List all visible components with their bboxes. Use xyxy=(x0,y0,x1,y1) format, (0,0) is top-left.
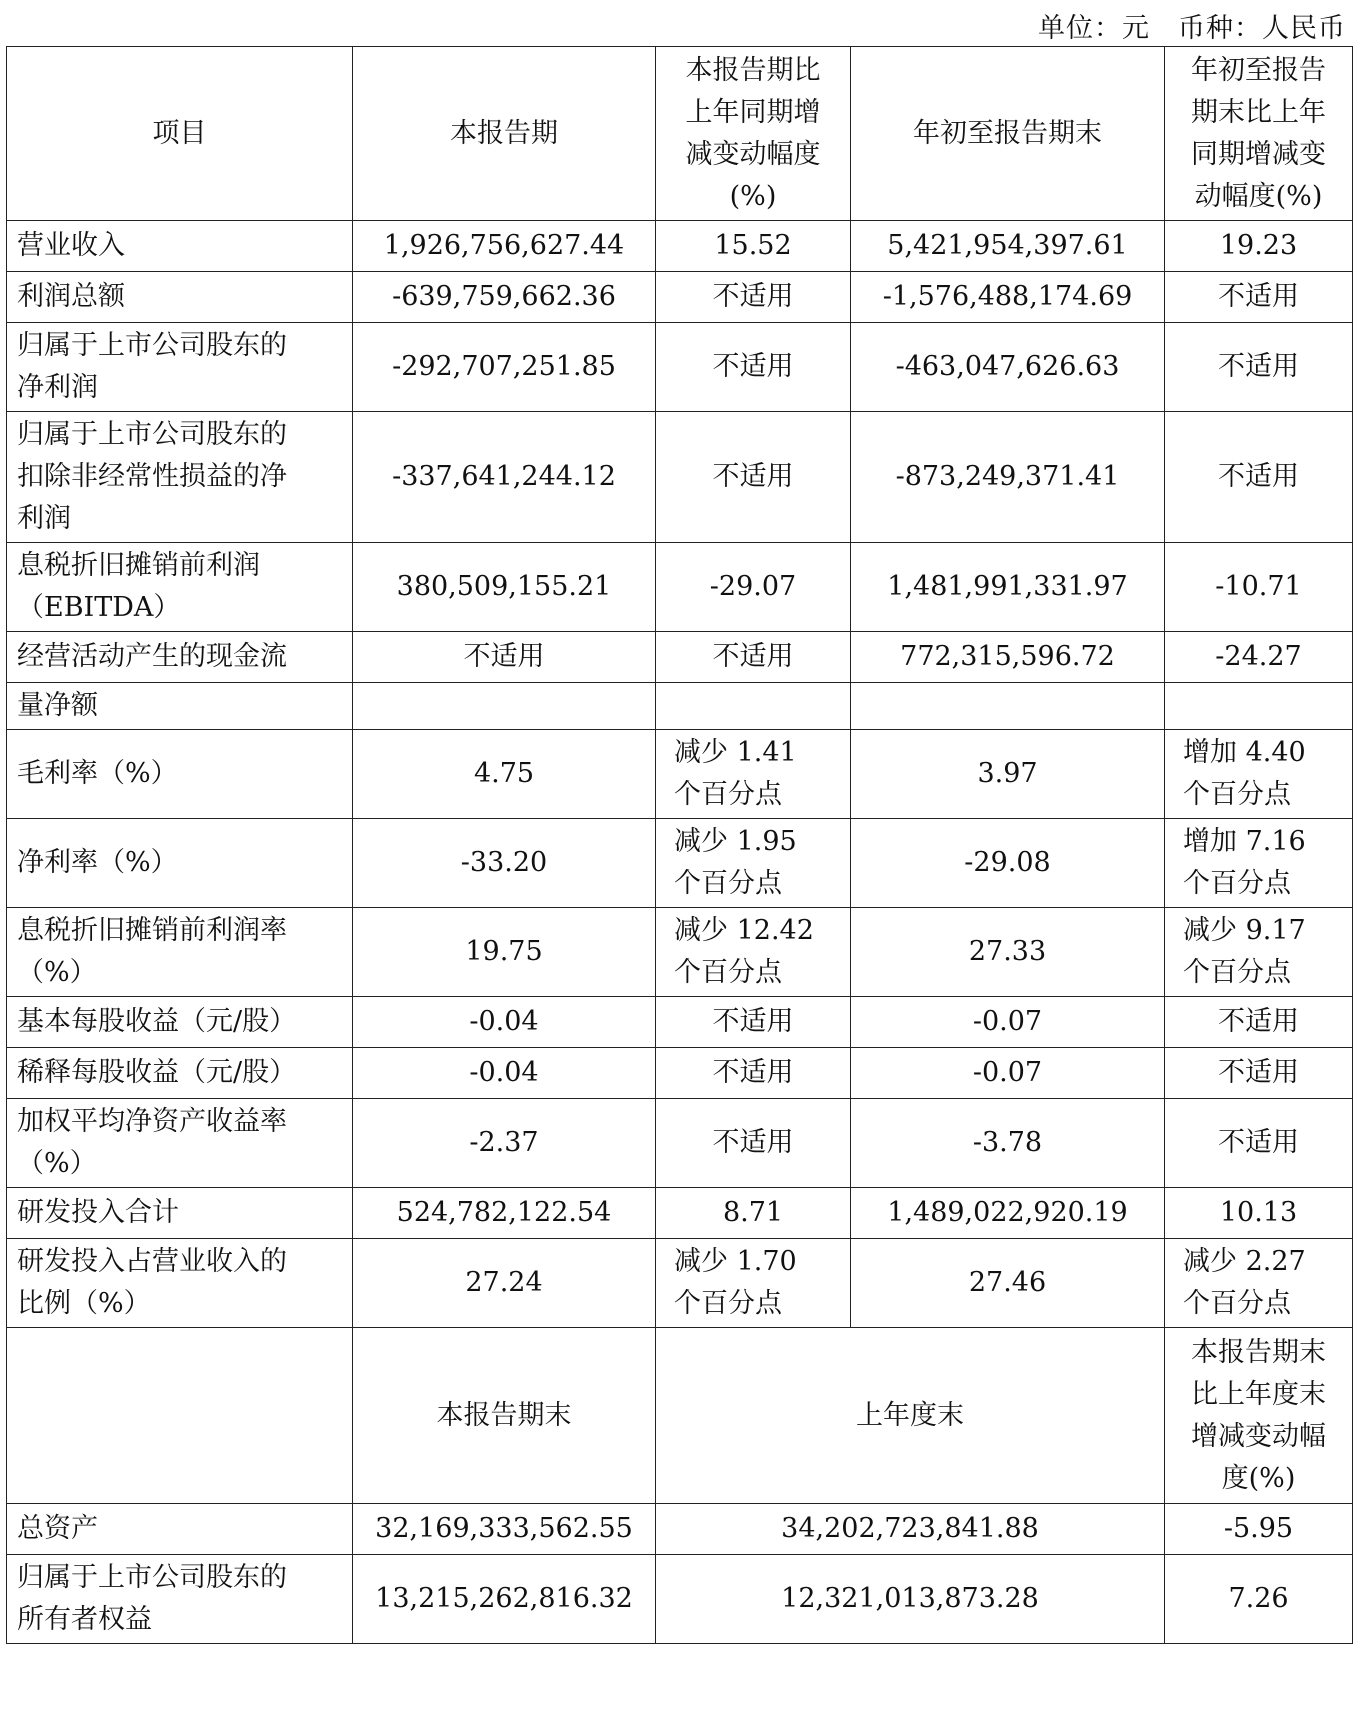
header-row xyxy=(7,47,1353,221)
header-ytd: 年初至报告期末 xyxy=(851,47,1165,221)
row-label xyxy=(7,412,353,543)
cell-line: 个百分点 xyxy=(674,957,782,988)
cell-line: 不适用 xyxy=(1218,1057,1299,1088)
table-row xyxy=(7,543,1353,632)
cell-line: 19.23 xyxy=(1219,230,1298,261)
cell-line: 经营活动产生的现金流 xyxy=(17,641,287,672)
cell-line: 不适用 xyxy=(712,1006,794,1037)
cell-line: （%） xyxy=(17,1148,97,1179)
row-label xyxy=(7,543,353,632)
cell-line: 息税折旧摊销前利润率 xyxy=(17,915,287,946)
table-row xyxy=(7,272,1353,323)
period-end-value: 32,169,333,562.55 xyxy=(353,1504,656,1555)
current-change-value xyxy=(656,1188,851,1239)
cell-line: 稀释每股收益（元/股） xyxy=(17,1057,297,1088)
ytd-change-value xyxy=(1165,272,1353,323)
table-row xyxy=(7,1239,1353,1328)
cell-line: 增减变动幅 xyxy=(1191,1420,1326,1452)
table-row xyxy=(7,1099,1353,1188)
table-row xyxy=(7,221,1353,272)
cell-line: 减少 1.95 xyxy=(674,826,797,857)
ytd-value: 27.46 xyxy=(851,1239,1165,1328)
current-change-value xyxy=(656,1239,851,1328)
table-row xyxy=(7,632,1353,683)
cell-line: 15.52 xyxy=(714,230,792,261)
ytd-value: 5,421,954,397.61 xyxy=(851,221,1165,272)
current-change-value xyxy=(656,730,851,819)
current-period-value: -639,759,662.36 xyxy=(353,272,656,323)
ytd-value: -0.07 xyxy=(851,1048,1165,1099)
ytd-value: -3.78 xyxy=(851,1099,1165,1188)
cell-line: 利润 xyxy=(17,503,71,534)
cell-line: 个百分点 xyxy=(1183,868,1291,899)
row-label xyxy=(7,1555,353,1644)
ytd-value: 3.97 xyxy=(851,730,1165,819)
current-period-value: 380,509,155.21 xyxy=(353,543,656,632)
row-label xyxy=(7,683,353,730)
balance-change-value: 7.26 xyxy=(1165,1555,1353,1644)
cell-line: 息税折旧摊销前利润 xyxy=(17,550,260,581)
cell-line: 个百分点 xyxy=(674,868,782,899)
table-row xyxy=(7,323,1353,412)
current-period-value xyxy=(353,683,656,730)
cell-line: 利润总额 xyxy=(17,281,125,312)
cell-line: 减少 9.17 xyxy=(1183,915,1306,946)
prior-year-end-value: 34,202,723,841.88 xyxy=(656,1504,1165,1555)
ytd-value: -463,047,626.63 xyxy=(851,323,1165,412)
balance-change-value: -5.95 xyxy=(1165,1504,1353,1555)
ytd-change-value xyxy=(1165,683,1353,730)
cell-line: -10.71 xyxy=(1215,571,1302,602)
table-row xyxy=(7,683,1353,730)
table-body xyxy=(7,47,1353,1644)
cell-line: 不适用 xyxy=(1218,1006,1299,1037)
current-period-value: -0.04 xyxy=(353,1048,656,1099)
cell-line: 个百分点 xyxy=(1183,779,1291,810)
cell-line: 不适用 xyxy=(1218,351,1299,382)
ytd-value: -29.08 xyxy=(851,819,1165,908)
current-period-value: 19.75 xyxy=(353,908,656,997)
current-change-value xyxy=(656,221,851,272)
current-period-value: 4.75 xyxy=(353,730,656,819)
row-label xyxy=(7,221,353,272)
header-line: 减变动幅度 xyxy=(685,138,821,170)
balance-header-period-end: 本报告期末 xyxy=(353,1328,656,1504)
cell-line: 归属于上市公司股东的 xyxy=(17,330,287,361)
current-change-value xyxy=(656,908,851,997)
cell-line: 加权平均净资产收益率 xyxy=(17,1106,287,1137)
row-label xyxy=(7,997,353,1048)
table-row xyxy=(7,1048,1353,1099)
row-label xyxy=(7,1239,353,1328)
period-end-value: 13,215,262,816.32 xyxy=(353,1555,656,1644)
ytd-value: 772,315,596.72 xyxy=(851,632,1165,683)
header-line: 期末比上年 xyxy=(1191,96,1326,128)
current-change-value xyxy=(656,1099,851,1188)
ytd-change-value xyxy=(1165,221,1353,272)
ytd-value: -0.07 xyxy=(851,997,1165,1048)
ytd-value: 1,489,022,920.19 xyxy=(851,1188,1165,1239)
cell-line: 净利率（%） xyxy=(17,847,178,878)
current-period-value: 1,926,756,627.44 xyxy=(353,221,656,272)
cell-line: （%） xyxy=(17,957,97,988)
cell-line: 减少 1.70 xyxy=(674,1246,797,1277)
current-change-value xyxy=(656,683,851,730)
row-label xyxy=(7,323,353,412)
cell-line: 不适用 xyxy=(712,1057,794,1088)
cell-line: 量净额 xyxy=(17,690,98,721)
header-line: 动幅度(%) xyxy=(1194,180,1323,212)
header-current-period: 本报告期 xyxy=(353,47,656,221)
ytd-change-value xyxy=(1165,1239,1353,1328)
ytd-change-value xyxy=(1165,632,1353,683)
table-row xyxy=(7,730,1353,819)
header-item: 项目 xyxy=(7,47,353,221)
cell-line: 减少 2.27 xyxy=(1183,1246,1306,1277)
header-line: 年初至报告 xyxy=(1191,54,1326,86)
ytd-change-value xyxy=(1165,819,1353,908)
row-label xyxy=(7,1504,353,1555)
current-change-value xyxy=(656,543,851,632)
current-period-value: 27.24 xyxy=(353,1239,656,1328)
row-label xyxy=(7,819,353,908)
current-change-value xyxy=(656,1048,851,1099)
header-line: 上年同期增 xyxy=(685,96,821,128)
row-label xyxy=(7,1099,353,1188)
header-line: 本报告期比 xyxy=(685,54,821,86)
balance-header-row xyxy=(7,1328,1353,1504)
cell-line: 归属于上市公司股东的 xyxy=(17,419,287,450)
cell-line: 比例（%） xyxy=(17,1288,151,1319)
cell-line: 8.71 xyxy=(722,1197,784,1228)
table-row xyxy=(7,1188,1353,1239)
cell-line: 毛利率（%） xyxy=(17,758,178,789)
header-line: 同期增减变 xyxy=(1191,138,1326,170)
ytd-change-value xyxy=(1165,323,1353,412)
unit-currency-note: 单位：元 币种：人民币 xyxy=(1038,13,1346,44)
cell-line: 度(%) xyxy=(1221,1462,1296,1494)
ytd-value: 27.33 xyxy=(851,908,1165,997)
current-period-value: -337,641,244.12 xyxy=(353,412,656,543)
cell-line: 10.13 xyxy=(1219,1197,1298,1228)
table-row xyxy=(7,412,1353,543)
cell-line: 减少 1.41 xyxy=(674,737,797,768)
balance-row xyxy=(7,1504,1353,1555)
ytd-value xyxy=(851,683,1165,730)
current-change-value xyxy=(656,997,851,1048)
current-period-value: -2.37 xyxy=(353,1099,656,1188)
row-label xyxy=(7,1188,353,1239)
current-change-value xyxy=(656,632,851,683)
cell-line: -24.27 xyxy=(1215,641,1302,672)
cell-line: 本报告期末 xyxy=(1191,1336,1326,1368)
row-label xyxy=(7,730,353,819)
current-change-value xyxy=(656,323,851,412)
cell-line: -29.07 xyxy=(709,571,797,602)
ytd-change-value xyxy=(1165,730,1353,819)
cell-line: 增加 7.16 xyxy=(1183,826,1306,857)
balance-header-item xyxy=(7,1328,353,1504)
ytd-change-value xyxy=(1165,908,1353,997)
current-change-value xyxy=(656,412,851,543)
financial-data-table xyxy=(6,46,1353,1644)
cell-line: 扣除非经常性损益的净 xyxy=(17,461,287,492)
cell-line: 不适用 xyxy=(712,351,794,382)
current-period-value: 不适用 xyxy=(353,632,656,683)
cell-line: 研发投入占营业收入的 xyxy=(17,1246,287,1277)
balance-row xyxy=(7,1555,1353,1644)
ytd-change-value xyxy=(1165,1188,1353,1239)
ytd-change-value xyxy=(1165,412,1353,543)
ytd-value: -873,249,371.41 xyxy=(851,412,1165,543)
row-label xyxy=(7,908,353,997)
current-change-value xyxy=(656,819,851,908)
table-row xyxy=(7,908,1353,997)
prior-year-end-value: 12,321,013,873.28 xyxy=(656,1555,1165,1644)
current-change-value xyxy=(656,272,851,323)
cell-line: 营业收入 xyxy=(17,230,125,261)
cell-line: 总资产 xyxy=(17,1513,98,1544)
cell-line: 研发投入合计 xyxy=(17,1197,179,1228)
cell-line: 个百分点 xyxy=(674,779,782,810)
cell-line: 不适用 xyxy=(712,1127,794,1158)
cell-line: 基本每股收益（元/股） xyxy=(17,1006,297,1037)
ytd-change-value xyxy=(1165,1099,1353,1188)
cell-line: 不适用 xyxy=(712,641,794,672)
cell-line: 所有者权益 xyxy=(17,1604,152,1635)
header-line: (%) xyxy=(729,180,777,212)
current-period-value: -33.20 xyxy=(353,819,656,908)
cell-line: 不适用 xyxy=(1218,1127,1299,1158)
ytd-change-value xyxy=(1165,543,1353,632)
ytd-value: -1,576,488,174.69 xyxy=(851,272,1165,323)
cell-line: 不适用 xyxy=(712,461,794,492)
table-row xyxy=(7,997,1353,1048)
cell-line: 比上年度末 xyxy=(1191,1378,1326,1410)
cell-line: 个百分点 xyxy=(1183,957,1291,988)
cell-line: 净利润 xyxy=(17,372,98,403)
current-period-value: -0.04 xyxy=(353,997,656,1048)
balance-header-prior-year-end: 上年度末 xyxy=(656,1328,1165,1504)
cell-line: 减少 12.42 xyxy=(674,915,814,946)
current-period-value: -292,707,251.85 xyxy=(353,323,656,412)
header-current-change xyxy=(656,47,851,221)
row-label xyxy=(7,1048,353,1099)
header-ytd-change xyxy=(1165,47,1353,221)
cell-line: 个百分点 xyxy=(1183,1288,1291,1319)
cell-line: 不适用 xyxy=(1218,281,1299,312)
cell-line: 个百分点 xyxy=(674,1288,782,1319)
balance-header-change xyxy=(1165,1328,1353,1504)
row-label xyxy=(7,272,353,323)
cell-line: （EBITDA） xyxy=(17,592,181,623)
cell-line: 不适用 xyxy=(712,281,794,312)
cell-line: 归属于上市公司股东的 xyxy=(17,1562,287,1593)
ytd-value: 1,481,991,331.97 xyxy=(851,543,1165,632)
cell-line: 不适用 xyxy=(1218,461,1299,492)
cell-line: 增加 4.40 xyxy=(1183,737,1306,768)
row-label xyxy=(7,632,353,683)
ytd-change-value xyxy=(1165,1048,1353,1099)
ytd-change-value xyxy=(1165,997,1353,1048)
current-period-value: 524,782,122.54 xyxy=(353,1188,656,1239)
table-row xyxy=(7,819,1353,908)
